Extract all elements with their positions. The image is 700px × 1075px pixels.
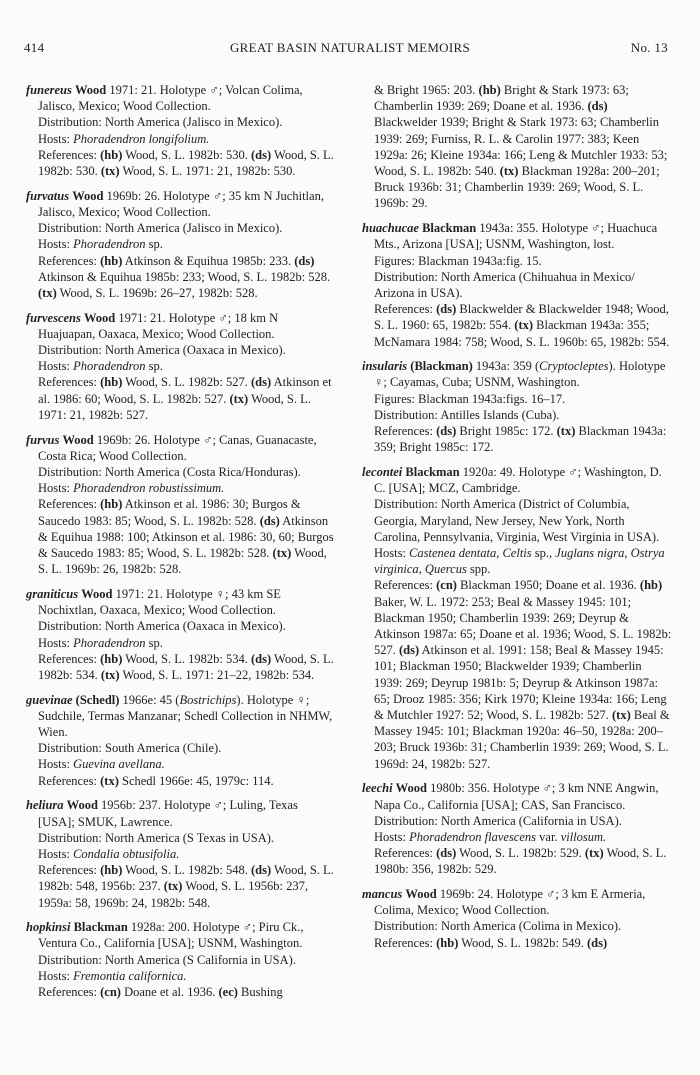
entry-text: Distribution: North America (District of Columbia, Georgia, Maryland, New Jersey, New York, North Carolina, Pennsylvania, Virginia, West Virginia in USA).: [374, 497, 660, 544]
species-entry: [362, 82, 672, 212]
entry-text: 1969b: 26. Holotype ♂; 35 km N Juchitlan, Jalisco, Mexico; Wood Collection.: [38, 188, 324, 219]
reference-code: (tx): [100, 667, 120, 682]
reference-code: (hb): [100, 651, 123, 666]
entry-text: Blackman 1950; Doane et al. 1936.: [456, 578, 640, 593]
species-author: Wood: [72, 188, 104, 203]
entry-text: Distribution: North America (Oaxaca in Mexico).: [38, 343, 286, 358]
entry-text: 1971: 21. Holotype ♂; Volcan Colima, Jalisco, Mexico; Wood Collection.: [38, 83, 303, 114]
species-name: furvescens: [26, 310, 81, 325]
entry-text: 1971: 21. Holotype ♀; 43 km SE Nochixtlan, Oaxaca, Mexico; Wood Collection.: [38, 586, 281, 618]
reference-code: (hb): [100, 375, 123, 390]
entry-text: ). Holotype ♀; Sudchile, Termas Manzanar; Schedl Collection in NHMW, Wien.: [38, 692, 333, 740]
entry-text: References:: [38, 375, 101, 390]
entry-line: [374, 269, 672, 301]
entry-line: [38, 968, 336, 984]
species-name: lecontei: [362, 464, 403, 479]
species-name: guevinae: [26, 692, 73, 707]
reference-code: (cn): [100, 985, 121, 1000]
reference-code: (ds): [436, 302, 457, 317]
entry-text: Distribution: South America (Chile).: [38, 741, 222, 756]
reference-code: (ds): [251, 375, 272, 390]
reference-code: (hb): [100, 863, 123, 878]
entry-line: [38, 480, 336, 496]
entry-text: Hosts:: [38, 359, 74, 374]
entry-text: sp.: [145, 359, 163, 374]
taxon-italic: Juglans nigra, Ostrya virginica, Quercus: [374, 545, 665, 577]
entry-text: Distribution: North America (Colima in Mexico).: [374, 919, 622, 934]
entry-line: [38, 358, 336, 374]
reference-code: (ds): [587, 935, 608, 950]
reference-code: (tx): [100, 773, 119, 788]
reference-code: (ds): [436, 424, 457, 439]
reference-code: (hb): [478, 83, 501, 97]
entry-text: References:: [374, 424, 437, 439]
entry-text: Bright 1985c: 172.: [456, 424, 557, 439]
entry-text: References:: [38, 497, 101, 512]
species-entry: [26, 432, 336, 578]
entry-text: Wood, S. L. 1982b: 548, 1956b: 237.: [38, 863, 334, 894]
species-author: (Schedl): [75, 692, 120, 707]
reference-code: (hb): [100, 253, 123, 268]
entry-first-line: [26, 188, 336, 220]
entry-text: Atkinson et al. 1986: 60; Wood, S. L. 1982b: 527.: [38, 375, 332, 406]
entry-line: [374, 253, 672, 269]
species-entry: [26, 919, 336, 1000]
entry-text: References:: [374, 846, 437, 861]
entry-text: References:: [38, 651, 101, 666]
entry-line: [38, 236, 336, 252]
entry-line: [38, 618, 336, 634]
entry-text: 1971: 21. Holotype ♂; 18 km N Huajuapan, Oaxaca, Mexico; Wood Collection.: [38, 310, 279, 341]
reference-code: (tx): [100, 164, 120, 179]
entry-text: Atkinson & Equihua 1985b: 233.: [122, 253, 295, 268]
entry-text: Bright & Stark 1973: 63; Chamberlin 1939: 269; Doane et al. 1936.: [374, 83, 629, 114]
taxon-italic: Phoradendron longifolium.: [73, 131, 210, 146]
reference-code: (tx): [499, 164, 519, 179]
entry-text: Doane et al. 1936.: [120, 985, 219, 1000]
entry-line: [374, 935, 672, 951]
entry-line: [38, 253, 336, 302]
running-header: GREAT BASIN NATURALIST MEMOIRS: [229, 40, 471, 55]
entry-line: [38, 114, 336, 130]
taxon-italic: Condalia obtusifolia.: [73, 846, 180, 861]
taxon-italic: Guevina avellana.: [73, 757, 165, 772]
entry-text: 1928a: 200. Holotype ♂; Piru Ck., Ventura Co., California [USA]; USNM, Washington.: [38, 920, 304, 951]
species-entry: [26, 310, 336, 423]
species-author: Wood: [81, 586, 113, 601]
reference-code: (ds): [251, 863, 272, 878]
species-name: huachucae: [362, 221, 419, 236]
species-entry: [362, 220, 672, 350]
entry-text: References:: [38, 863, 101, 878]
entry-line: [38, 131, 336, 147]
entry-first-line: [26, 82, 336, 114]
page-number: 414: [24, 40, 45, 55]
entry-line: [374, 829, 672, 845]
entry-text: Atkinson & Equihua 1985b: 233; Wood, S. L. 1982b: 528.: [38, 269, 331, 284]
entry-text: Beal & Massey 1945: 101; Blackman 1920a: 46–50, 1928a: 200–203; Bruck 1936b: 31; Chamberlin 1939: 269; Wood, S. L. 1969d: 24, 1982b: 527.: [374, 708, 670, 771]
entry-line: [38, 846, 336, 862]
entry-text: var.: [536, 829, 561, 844]
entry-text: 1980b: 356. Holotype ♂; 3 km NNE Angwin, Napa Co., California [USA]; CAS, San Francisco.: [374, 781, 659, 812]
entry-text: Wood, S. L. 1969b: 26, 1982b: 528.: [38, 545, 327, 577]
entry-first-line: [362, 780, 672, 812]
taxon-italic: Bostrichips: [179, 692, 237, 707]
entry-text: Atkinson et al. 1986: 30; Burgos & Saucedo 1983: 85; Wood, S. L. 1982b: 528.: [38, 497, 301, 528]
taxon-italic: Phoradendron flavescens: [409, 829, 537, 844]
entry-text: Wood, S. L. 1982b: 534.: [38, 651, 334, 682]
reference-code: (ds): [259, 513, 280, 528]
entry-line: [38, 496, 336, 577]
reference-code: (ds): [251, 651, 272, 666]
issue-number: No. 13: [630, 40, 668, 55]
entry-first-line: [26, 432, 336, 464]
species-author: Blackman: [73, 920, 128, 935]
species-name: heliura: [26, 798, 64, 813]
entry-first-line: [362, 220, 672, 252]
species-name: mancus: [362, 887, 403, 902]
entry-text: 1920a: 49. Holotype ♂; Washington, D. C. [USA]; MCZ, Cambridge.: [374, 464, 662, 496]
entry-line: [374, 918, 672, 934]
entry-line: [374, 577, 672, 771]
reference-code: (tx): [163, 879, 183, 894]
species-author: Wood: [74, 83, 107, 97]
entry-text: References:: [38, 147, 101, 162]
entry-text: Distribution: North America (S California in USA).: [38, 952, 296, 967]
entry-text: Blackman 1943a: 359; Bright 1985c: 172.: [374, 424, 667, 455]
entry-text: Wood, S. L. 1980b: 356, 1982b: 529.: [374, 846, 667, 877]
entry-text: Wood, S. L. 1982b: 530.: [38, 147, 334, 179]
reference-code: (ds): [587, 99, 608, 114]
species-entry: [26, 188, 336, 301]
entry-text: References:: [374, 935, 437, 950]
entry-line: [38, 147, 336, 179]
entry-text: Blackwelder 1939; Bright & Stark 1973: 63; Chamberlin 1939: 269; Furniss, R. L. & Carolin 1977: 383; Keen 1929a: 26; Kleine 1934a: 166; Leng & Mutchler 1933: 53; Wood, S. L. 1982b: 540.: [374, 115, 668, 179]
entry-text: Schedl 1966e: 45, 1979c: 114.: [118, 773, 274, 788]
reference-code: (hb): [100, 497, 123, 512]
entry-text: Atkinson et al. 1991: 158; Beal & Massey 1945: 101; Blackman 1950; Blackwelder 1939; Chamberlin 1939: 269; Deyrup 1981b: 5; Deyrup & Atkinson 1987a: 65; Drooz 1985: 356; Kirk 1970; Kleine 1934a: 166; Leng & Mutchler 1927: 52; Wood, S. L. 1982b: 527.: [374, 643, 667, 723]
entry-line: [374, 496, 672, 545]
entry-line: [374, 545, 672, 577]
taxon-italic: Phoradendron: [73, 359, 146, 374]
entry-line: [38, 740, 336, 756]
species-entry: [362, 358, 672, 455]
entry-first-line: [362, 464, 672, 496]
entry-text: 1956b: 237. Holotype ♂; Luling, Texas [USA]; SMUK, Lawrence.: [38, 798, 298, 829]
entry-line: [38, 862, 336, 911]
species-entry: [362, 464, 672, 772]
entry-line: [38, 984, 336, 1000]
entry-text: Distribution: Antilles Islands (Cuba).: [374, 407, 560, 422]
entry-text: Wood, S. L. 1971: 21–22, 1982b: 534.: [119, 667, 315, 682]
entry-text: Hosts:: [38, 237, 74, 252]
right-column: [362, 82, 672, 959]
left-column: [26, 82, 336, 1009]
entry-line: [38, 464, 336, 480]
taxon-italic: Phoradendron: [73, 635, 146, 650]
entry-text: Bushing: [237, 985, 283, 1000]
entry-text: References:: [38, 985, 101, 1000]
entry-line: [38, 773, 336, 789]
entry-first-line: [26, 692, 336, 741]
reference-code: (hb): [100, 147, 123, 162]
entry-text: Atkinson & Equihua 1988: 100; Atkinson et al. 1986: 30, 60; Burgos & Saucedo 1983: 85; Wood, S. L. 1982b: 528.: [38, 513, 334, 560]
taxon-italic: Fremontia californica.: [73, 968, 187, 983]
entry-text: References:: [374, 578, 437, 593]
entry-text: Wood, S. L. 1982b: 529.: [456, 846, 585, 861]
entry-text: Figures: Blackman 1943a:fig. 15.: [374, 253, 542, 268]
reference-code: (cn): [436, 578, 457, 593]
entry-text: References:: [374, 302, 437, 317]
reference-code: (hb): [639, 578, 663, 593]
entry-text: Hosts:: [374, 545, 410, 560]
entry-text: 1943a: 355. Holotype ♂; Huachuca Mts., Arizona [USA]; USNM, Washington, lost.: [374, 221, 658, 252]
species-entry: [362, 780, 672, 877]
entry-text: Wood, S. L. 1971: 21, 1982b: 527.: [38, 391, 311, 422]
taxon-italic: Phoradendron: [73, 237, 146, 252]
species-entry: [26, 82, 336, 179]
reference-code: (ds): [436, 846, 457, 861]
entry-text: Hosts:: [38, 757, 74, 772]
entry-first-line: [26, 310, 336, 342]
reference-code: (tx): [38, 285, 57, 300]
entry-text: Distribution: North America (Oaxaca in Mexico).: [38, 619, 286, 634]
reference-code: (ds): [251, 147, 272, 162]
species-name: graniticus: [26, 586, 79, 601]
entry-text: Hosts:: [38, 131, 74, 146]
entry-text: Hosts:: [38, 635, 74, 650]
reference-code: (tx): [612, 708, 631, 723]
entry-text: 1966e: 45 (: [119, 692, 180, 707]
entry-text: sp.: [145, 635, 163, 650]
entry-text: References:: [38, 253, 101, 268]
entry-text: Hosts:: [38, 481, 74, 496]
entry-line: [38, 651, 336, 683]
entry-text: Figures: Blackman 1943a:figs. 16–17.: [374, 391, 566, 406]
taxon-italic: villosum.: [560, 829, 607, 844]
entry-text: Hosts:: [374, 829, 410, 844]
species-name: hopkinsi: [26, 920, 71, 935]
species-entry: [362, 886, 672, 951]
entry-line: [374, 423, 672, 455]
species-entry: [26, 797, 336, 910]
entry-text: Distribution: North America (California in USA).: [374, 813, 622, 828]
reference-code: (tx): [556, 424, 576, 439]
species-entry: [26, 692, 336, 789]
entry-text: 1969b: 24. Holotype ♂; 3 km E Armeria, Colima, Mexico; Wood Collection.: [374, 887, 646, 918]
entry-text: spp.: [466, 562, 491, 577]
entry-text: Wood, S. L. 1982b: 548.: [122, 863, 251, 878]
species-author: Wood: [405, 887, 437, 902]
entry-text: Hosts:: [38, 846, 74, 861]
reference-code: (hb): [436, 935, 459, 950]
taxon-italic: Cryptocleptes: [539, 359, 609, 374]
species-author: Wood: [83, 310, 116, 325]
entry-first-line: [26, 797, 336, 829]
entry-text: Wood, S. L. 1956b: 237, 1959a: 58, 1969b: 24, 1982b: 548.: [38, 879, 308, 910]
entry-line: [374, 391, 672, 407]
entry-line: [374, 813, 672, 829]
species-author: Wood: [62, 432, 94, 447]
entry-line: [38, 830, 336, 846]
species-author: Blackman: [422, 221, 477, 236]
entry-line: [374, 407, 672, 423]
reference-code: (ec): [218, 985, 238, 1000]
reference-code: (tx): [584, 846, 604, 861]
entry-text: 1969b: 26. Holotype ♂; Canas, Guanacaste, Costa Rica; Wood Collection.: [38, 432, 317, 463]
entry-text: Wood, S. L. 1971: 21, 1982b: 530.: [119, 164, 296, 179]
reference-code: (ds): [294, 253, 315, 268]
entry-text: ). Holotype ♀; Cayamas, Cuba; USNM, Washington.: [374, 359, 666, 390]
species-author: Blackman: [405, 464, 460, 479]
entry-text: Wood, S. L. 1982b: 530.: [122, 147, 251, 162]
entry-text: Blackwelder & Blackwelder 1948; Wood, S. L. 1960: 65, 1982b: 554.: [374, 302, 669, 333]
entry-first-line: [26, 919, 336, 951]
entry-line: [38, 635, 336, 651]
species-name: furvatus: [26, 188, 70, 203]
entry-text: Blackman 1943a: 355; McNamara 1984: 758; Wood, S. L. 1960b: 65, 1982b: 554.: [374, 318, 670, 349]
species-entry: [26, 586, 336, 683]
entry-text: Distribution: North America (Jalisco in Mexico).: [38, 115, 283, 130]
entry-line: [374, 301, 672, 350]
reference-code: (tx): [272, 545, 292, 560]
entry-text: sp.,: [531, 545, 556, 560]
species-author: (Blackman): [410, 359, 473, 374]
entry-text: Wood, S. L. 1982b: 527.: [122, 375, 251, 390]
entry-text: Blackman 1928a: 200–201; Bruck 1936b: 31; Chamberlin 1939: 269; Wood, S. L. 1969b: 29.: [374, 164, 660, 211]
entry-text: & Bright 1965: 203.: [374, 83, 479, 97]
entry-line: [38, 220, 336, 236]
entry-text: 1943a: 359 (: [472, 359, 540, 374]
entry-text: Baker, W. L. 1972: 253; Beal & Massey 1945: 101; Blackman 1950; Chamberlin 1939: 269; Deyrup & Atkinson 1987a: 65; Doane et al. 1936; Wood, S. L. 1982b: 527.: [374, 594, 672, 658]
species-name: leechi: [362, 781, 393, 796]
entry-line: [38, 374, 336, 423]
reference-code: (ds): [399, 643, 420, 658]
entry-text: Wood, S. L. 1982b: 549.: [458, 935, 587, 950]
entry-text: Distribution: North America (Costa Rica/Honduras).: [38, 464, 301, 479]
species-name: insularis: [362, 359, 408, 374]
entry-text: Wood, S. L. 1982b: 534.: [122, 651, 251, 666]
entry-text: Distribution: North America (Chihuahua in Mexico/ Arizona in USA).: [374, 269, 635, 300]
entry-line: [38, 756, 336, 772]
species-name: furvus: [26, 432, 60, 447]
entry-first-line: [374, 82, 672, 212]
taxon-italic: Phoradendron robustissimum.: [73, 481, 225, 496]
entry-first-line: [362, 358, 672, 390]
entry-line: [374, 845, 672, 877]
reference-code: (tx): [229, 391, 249, 406]
entry-first-line: [26, 586, 336, 618]
entry-text: Wood, S. L. 1969b: 26–27, 1982b: 528.: [56, 285, 258, 300]
entry-text: Hosts:: [38, 968, 74, 983]
reference-code: (tx): [514, 318, 534, 333]
taxon-italic: Castenea dentata, Celtis: [409, 545, 532, 560]
entry-text: Distribution: North America (S Texas in USA).: [38, 830, 275, 845]
entry-text: sp.: [145, 237, 163, 252]
entry-text: Distribution: North America (Jalisco in Mexico).: [38, 221, 283, 236]
entry-line: [38, 342, 336, 358]
species-author: Wood: [66, 798, 98, 813]
species-author: Wood: [395, 781, 427, 796]
entry-first-line: [362, 886, 672, 918]
entry-text: References:: [38, 773, 101, 788]
entry-line: [38, 952, 336, 968]
species-name: funereus: [26, 83, 72, 97]
